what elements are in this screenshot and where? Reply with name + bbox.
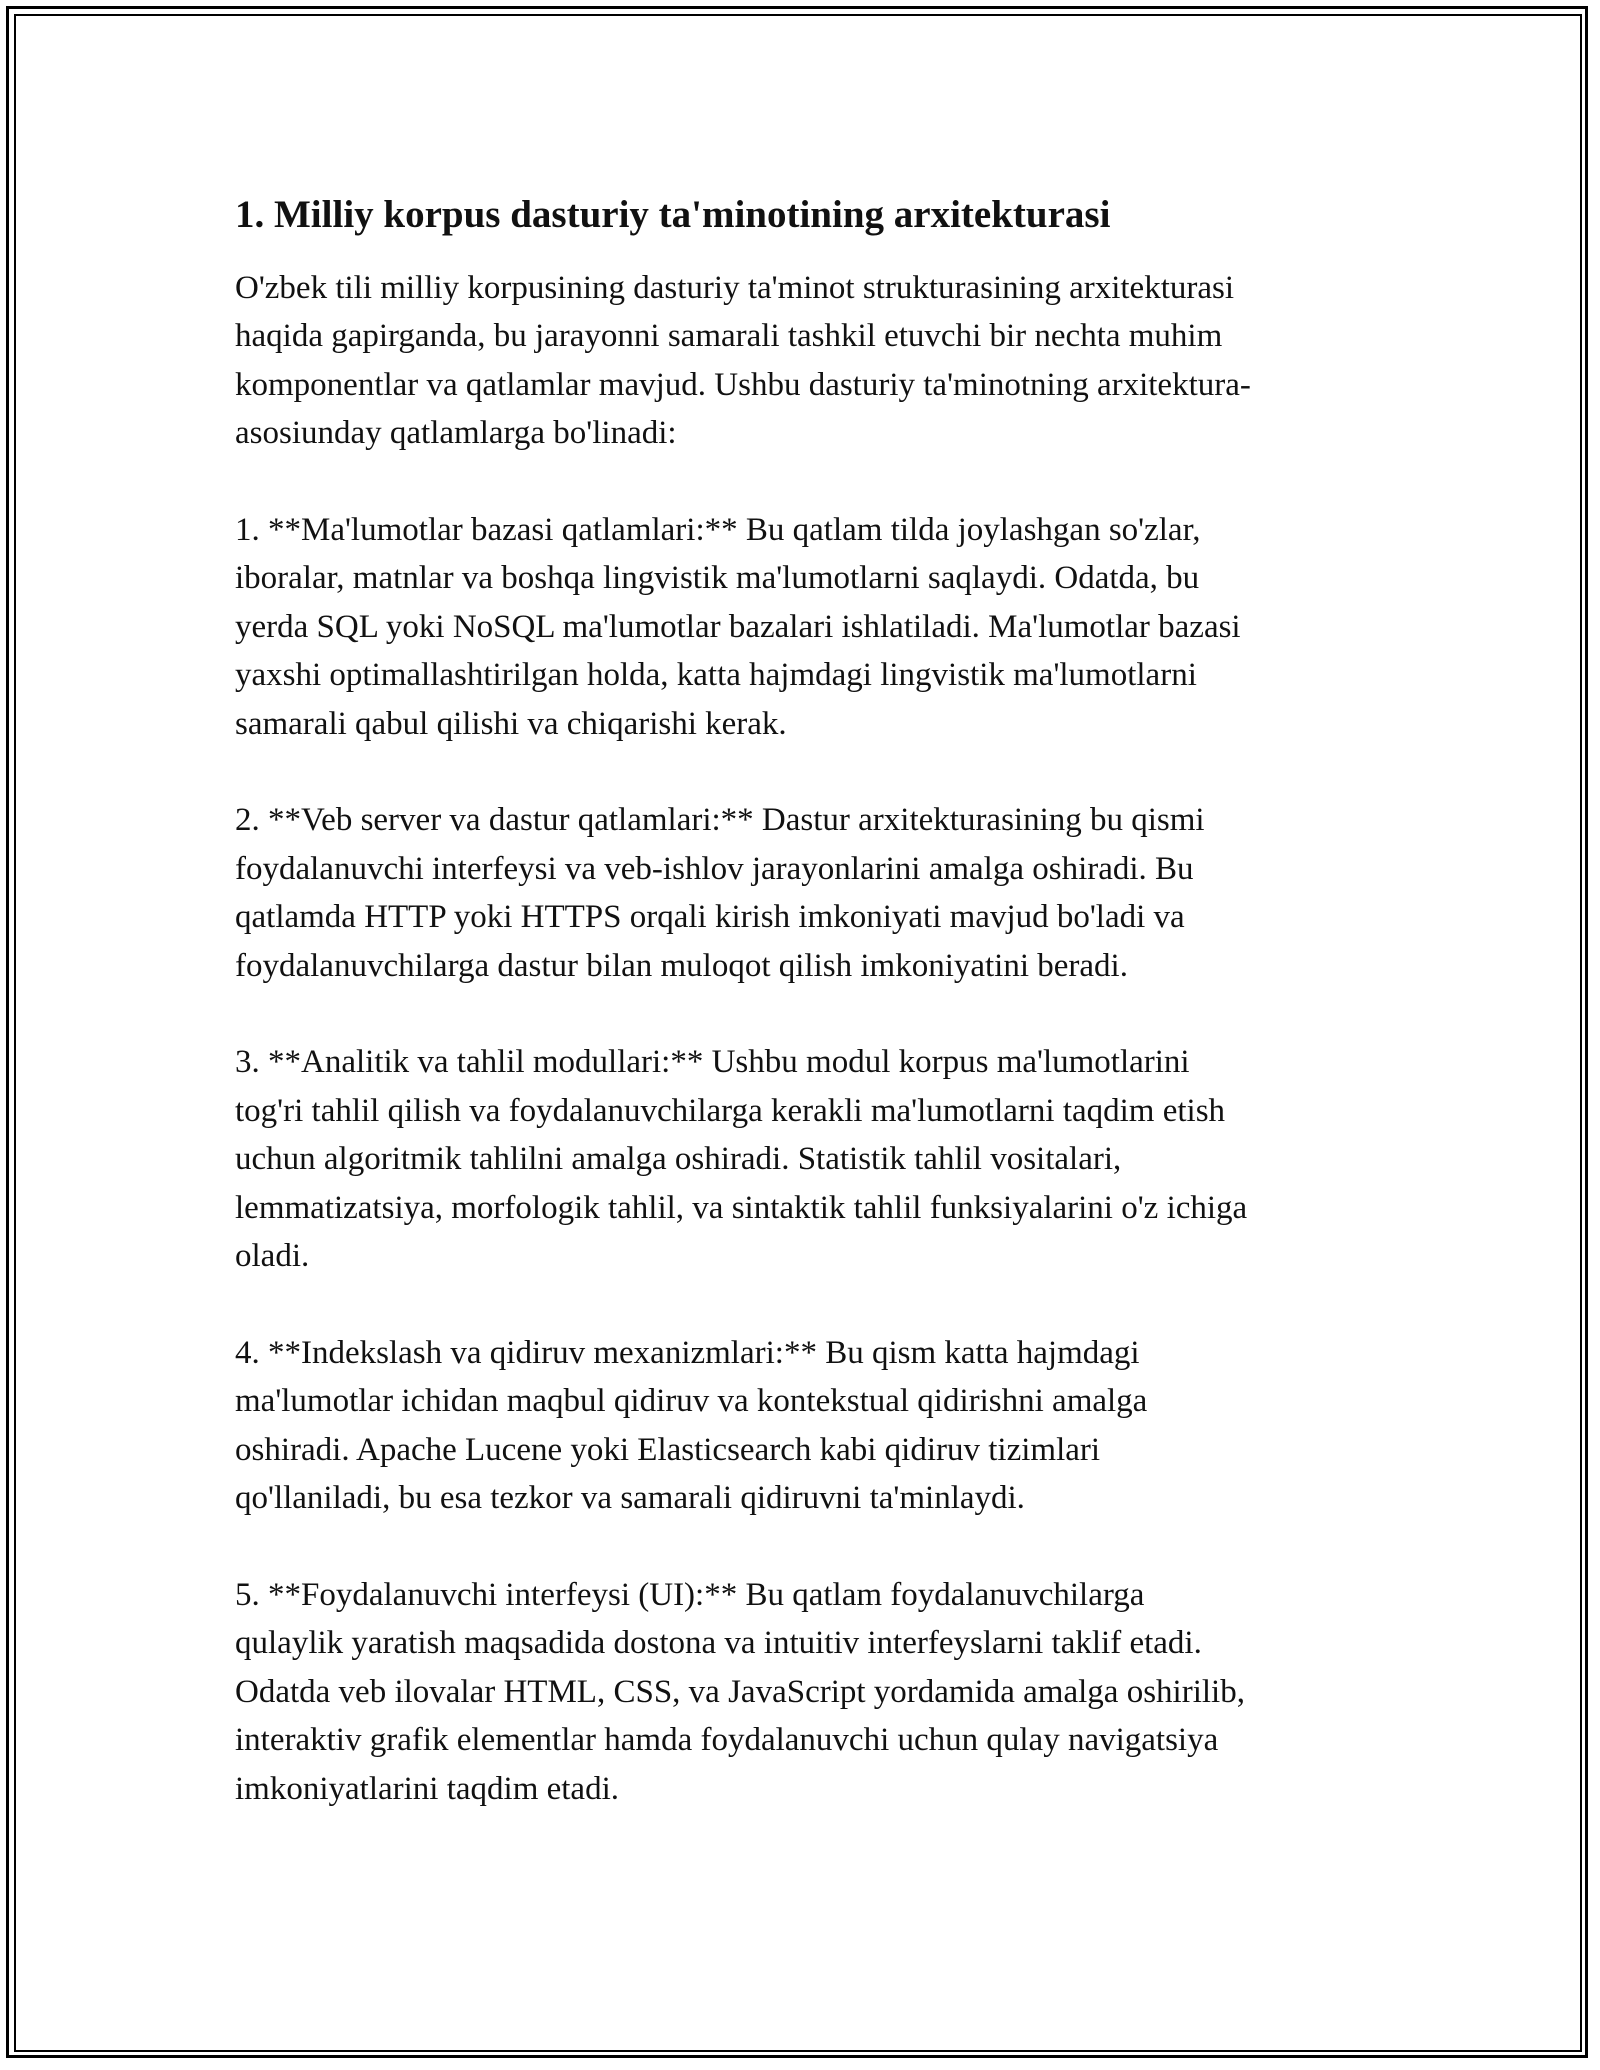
document-body [235,190,1385,1813]
list-item-web-server-layers: 2. **Veb server va dastur qatlamlari:** Dastur arxitekturasining bu qismi foydalanuvchi interfeysi va veb-ishlov jarayonlarini amalga oshiradi. Bu qatlamda HTTP yoki HTTPS orqali kirish imkoniyati mavjud bo'ladi va foydalanuvchilarga dastur bilan muloqot qilish imkoniyatini beradi. [235,802,1205,984]
intro-paragraph: O'zbek tili milliy korpusining dasturiy ta'minot strukturasining arxitekturasi haqida gapirganda, bu jarayonni samarali tashkil etuvchi bir nechta muhim komponentlar va qatlamlar mavjud. Ushbu dasturiy ta'minotning arxitektura- asosiunday qatlamlarga bo'linadi: [235,270,1251,452]
section-title: 1. Milliy korpus dasturiy ta'minotining arxitekturasi [235,193,1111,236]
list-item-user-interface: 5. **Foydalanuvchi interfeysi (UI):** Bu qatlam foydalanuvchilarga qulaylik yaratish maqsadida dostona va intuitiv interfeyslarni taklif etadi. Odatda veb ilovalar HTML, CSS, va JavaScript yordamida amalga oshirilib, interaktiv grafik elementlar hamda foydalanuvchi uchun qulay navigatsiya imkoniyatlarini taqdim etadi. [235,1576,1245,1807]
list-item-indexing-search: 4. **Indekslash va qidiruv mexanizmlari:** Bu qism katta hajmdagi ma'lumotlar ichidan maqbul qidiruv va kontekstual qidirishni amalga oshiradi. Apache Lucene yoki Elasticsearch kabi qidiruv tizimlari qo'llaniladi, bu esa tezkor va samarali qidiruvni ta'minlaydi. [235,1334,1148,1517]
list-item-database-layers: 1. **Ma'lumotlar bazasi qatlamlari:** Bu qatlam tilda joylashgan so'zlar, iboralar, matnlar va boshqa lingvistik ma'lumotlarni saqlaydi. Odatda, bu yerda SQL yoki NoSQL ma'lumotlar bazalari ishlatiladi. Ma'lumotlar bazasi yaxshi optimallashtirilgan holda, katta hajmdagi lingvistik ma'lumotlarni samarali qabul qilishi va chiqarishi kerak. [235,512,1241,742]
list-item-analytics-modules: 3. **Analitik va tahlil modullari:** Ushbu modul korpus ma'lumotlarini tog'ri tahlil qilish va foydalanuvchilarga kerakli ma'lumotlarni taqdim etish uchun algoritmik tahlilni amalga oshiradi. Statistik tahlil vositalari, lemmatizatsiya, morfologik tahlil, va sintaktik tahlil funksiyalarini o'z ichiga oladi. [235,1044,1248,1275]
